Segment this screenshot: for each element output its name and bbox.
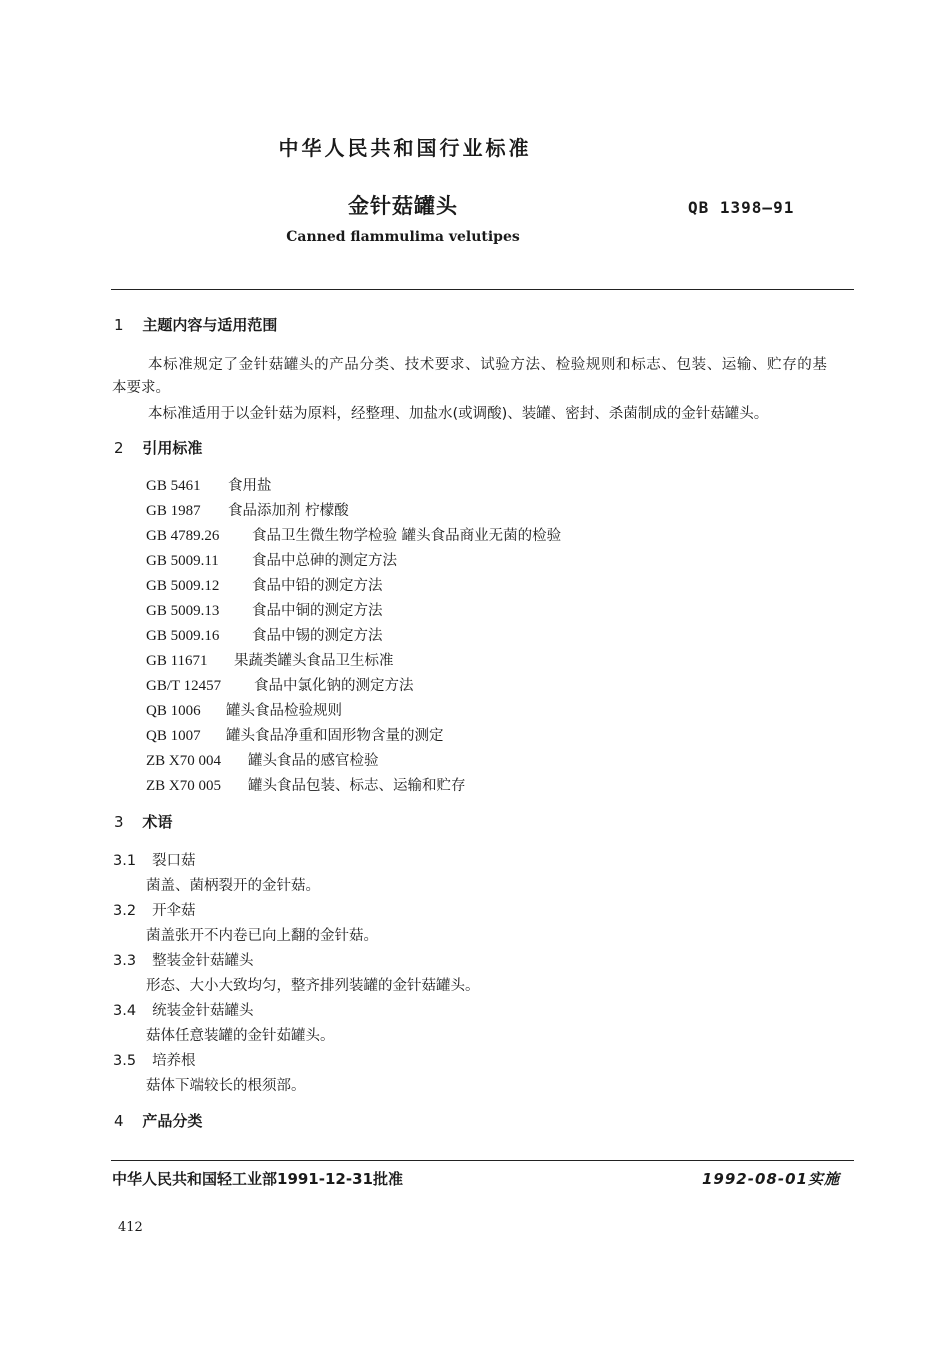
reference-title: 罐头食品的感官检验 (248, 753, 379, 769)
section-number: 1 (114, 316, 124, 334)
approval-line: 中华人民共和国轻工业部1991-12-31批准 (112, 1170, 403, 1188)
term-heading (113, 949, 254, 970)
reference-item (146, 724, 444, 745)
reference-item (146, 599, 383, 620)
reference-title: 果蔬类罐头食品卫生标准 (234, 653, 394, 669)
section-title: 引用标准 (142, 439, 203, 457)
reference-title: 罐头食品包装、标志、运输和贮存 (248, 778, 466, 794)
reference-code: GB 5009.11 (146, 553, 219, 569)
reference-item (146, 749, 379, 770)
reference-code: GB 5009.16 (146, 628, 220, 644)
section-2-heading (114, 437, 202, 458)
section-1-paragraph-1-line-1: 本标准规定了金针菇罐头的产品分类、技术要求、试验方法、检验规则和标志、包装、运输、贮存的基 (148, 357, 828, 373)
term-heading (113, 1049, 196, 1070)
reference-code: QB 1007 (146, 728, 201, 744)
document-title: 金针菇罐头 (348, 194, 458, 218)
reference-title: 食品中铅的测定方法 (252, 578, 383, 594)
reference-title: 食品添加剂 柠檬酸 (228, 503, 349, 519)
reference-item (146, 499, 349, 520)
reference-code: GB 5009.12 (146, 578, 220, 594)
term-heading (113, 999, 254, 1020)
section-1-paragraph-2: 本标准适用于以金针菇为原料，经整理、加盐水(或调酸)、装罐、密封、杀菌制成的金针菇罐头。 (148, 406, 769, 422)
term-name: 培养根 (152, 1053, 196, 1069)
section-1-paragraph-1-line-2: 本要求。 (112, 380, 170, 396)
term-number: 3.5 (113, 1053, 137, 1069)
reference-title: 罐头食品检验规则 (226, 703, 342, 719)
reference-item (146, 574, 383, 595)
term-number: 3.2 (113, 903, 137, 919)
reference-title: 罐头食品净重和固形物含量的测定 (226, 728, 444, 744)
term-number: 3.3 (113, 953, 137, 969)
term-name: 整装金针菇罐头 (152, 953, 254, 969)
reference-title: 食用盐 (228, 478, 272, 494)
reference-title: 食品卫生微生物学检验 罐头食品商业无菌的检验 (252, 528, 562, 544)
reference-item (146, 624, 383, 645)
term-number: 3.4 (113, 1003, 137, 1019)
term-name: 开伞菇 (152, 903, 196, 919)
reference-item (146, 674, 414, 695)
english-title: Canned flammulima velutipes (286, 229, 520, 245)
term-definition: 菌盖、菌柄裂开的金针菇。 (146, 878, 320, 894)
reference-code: GB 1987 (146, 503, 201, 519)
section-title: 产品分类 (142, 1112, 203, 1130)
implementation-date: 1992-08-01实施 (702, 1170, 840, 1188)
reference-title: 食品中氯化钠的测定方法 (254, 678, 414, 694)
term-heading (113, 899, 196, 920)
term-heading (113, 849, 196, 870)
section-3-heading (114, 811, 172, 832)
term-name: 裂口菇 (152, 853, 196, 869)
section-1-heading (114, 314, 277, 335)
reference-item (146, 699, 342, 720)
national-standard-heading: 中华人民共和国行业标准 (278, 136, 532, 160)
reference-code: GB 4789.26 (146, 528, 220, 544)
reference-item (146, 524, 561, 545)
reference-code: GB 5009.13 (146, 603, 220, 619)
section-number: 3 (114, 813, 124, 831)
standard-number: QB 1398—91 (688, 198, 795, 217)
reference-item (146, 474, 272, 495)
term-definition: 菇体任意装罐的金针茹罐头。 (146, 1028, 335, 1044)
header-rule (111, 289, 854, 290)
term-name: 统装金针菇罐头 (152, 1003, 254, 1019)
term-definition: 菌盖张开不内卷已向上翻的金针菇。 (146, 928, 378, 944)
reference-item (146, 549, 397, 570)
reference-code: ZB X70 005 (146, 778, 221, 794)
section-number: 2 (114, 439, 124, 457)
reference-item (146, 774, 466, 795)
reference-title: 食品中铜的测定方法 (252, 603, 383, 619)
page-number: 412 (118, 1220, 143, 1235)
section-title: 主题内容与适用范围 (142, 316, 278, 334)
section-4-heading (114, 1110, 202, 1131)
section-title: 术语 (142, 813, 173, 831)
reference-code: GB/T 12457 (146, 678, 222, 694)
reference-code: GB 5461 (146, 478, 201, 494)
term-definition: 形态、大小大致均匀，整齐排列装罐的金针菇罐头。 (146, 978, 480, 994)
reference-code: GB 11671 (146, 653, 208, 669)
section-number: 4 (114, 1112, 124, 1130)
reference-item (146, 649, 394, 670)
reference-title: 食品中锡的测定方法 (252, 628, 383, 644)
reference-title: 食品中总砷的测定方法 (252, 553, 397, 569)
reference-code: ZB X70 004 (146, 753, 221, 769)
footer-rule (111, 1160, 854, 1161)
term-number: 3.1 (113, 853, 137, 869)
term-definition: 菇体下端较长的根须部。 (146, 1078, 306, 1094)
reference-code: QB 1006 (146, 703, 201, 719)
